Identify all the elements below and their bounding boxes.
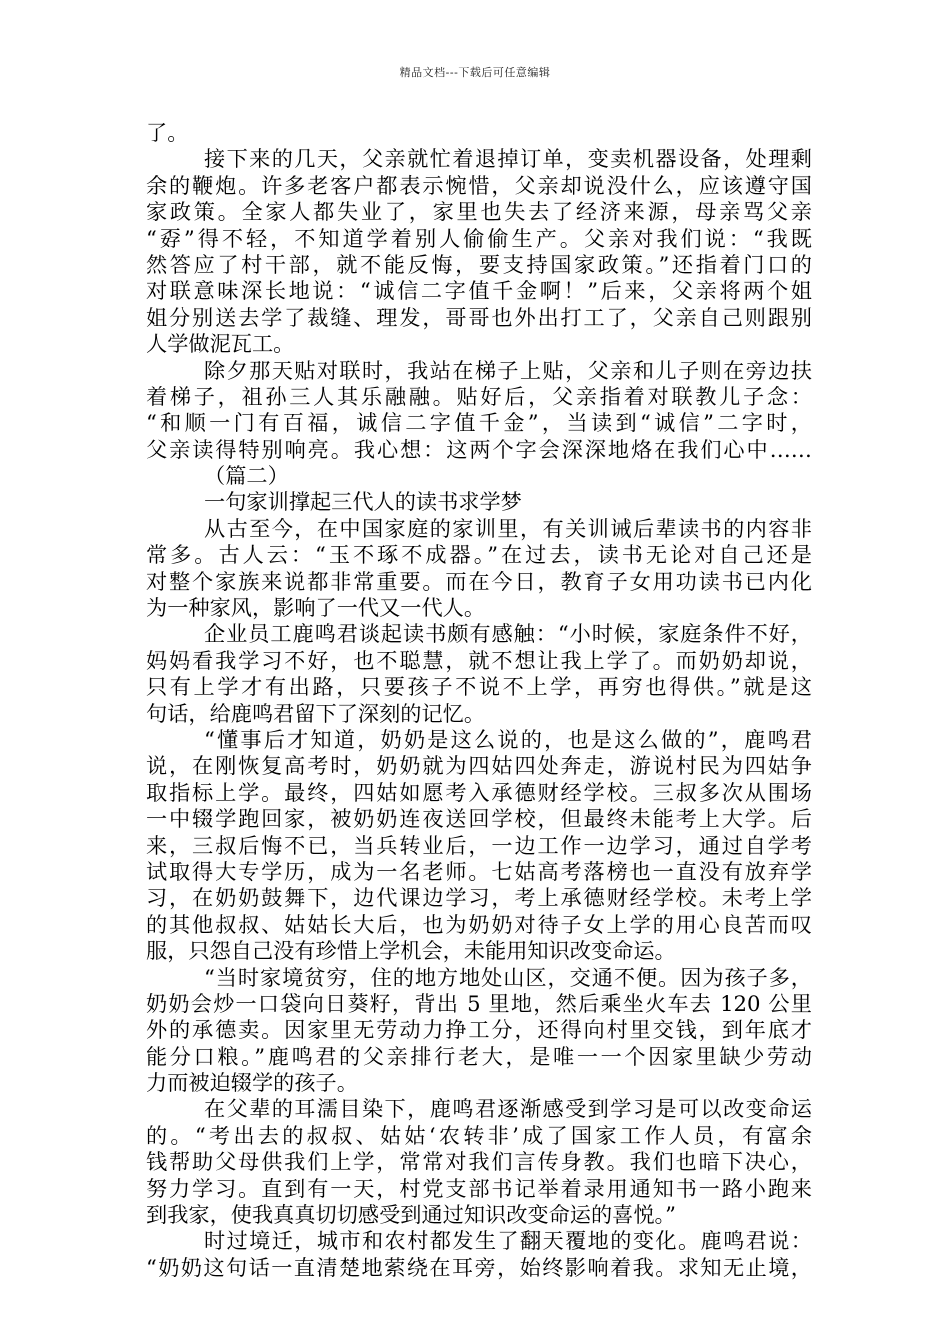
text-line: 一句家训撑起三代人的读书求学梦 <box>204 489 522 515</box>
text-line: 为一种家风，影响了一代又一代人。 <box>146 595 486 621</box>
text-line: “和顺一门有百福，诚信二字值千金”，当读到“诚信”二字时， <box>146 410 812 436</box>
text-line: 取指标上学。最终，四姑如愿考入承德财经学校。三叔多次从围场 <box>146 779 812 805</box>
text-line: 时过境迁，城市和农村都发生了翻天覆地的变化。鹿鸣君说： <box>204 1228 812 1254</box>
page-header: 精品文档---下载后可任意编辑 <box>399 66 551 79</box>
text-line: 努力学习。直到有一天，村党支部书记举着录用通知书一路小跑来 <box>146 1175 812 1201</box>
text-line: 妈妈看我学习不好，也不聪慧，就不想让我上学了。而奶奶却说， <box>146 647 812 673</box>
text-line: 一中辍学跑回家，被奶奶连夜送回学校，但最终未能考上大学。后 <box>146 806 812 832</box>
text-line: 说，在刚恢复高考时，奶奶就为四姑四处奔走，游说村民为四姑争 <box>146 753 812 779</box>
text-line: “懂事后才知道，奶奶是这么说的，也是这么做的”，鹿鸣君 <box>204 726 812 752</box>
text-line: （篇二） <box>204 463 289 489</box>
text-line: 常多。古人云：“玉不琢不成器。”在过去，读书无论对自己还是 <box>146 542 812 568</box>
text-line: 接下来的几天，父亲就忙着退掉订单，变卖机器设备，处理剩 <box>204 146 812 172</box>
text-line: 父亲读得特别响亮。我心想：这两个字会深深地烙在我们心中…… <box>146 436 812 462</box>
text-line: 服，只怨自己没有珍惜上学机会，未能用知识改变命运。 <box>146 938 676 964</box>
text-line: 从古至今，在中国家庭的家训里，有关训诫后辈读书的内容非 <box>204 515 812 541</box>
text-line: 人学做泥瓦工。 <box>146 331 295 357</box>
text-line: 家政策。全家人都失业了，家里也失去了经济来源，母亲骂父亲 <box>146 199 812 225</box>
text-line: 句话，给鹿鸣君留下了深刻的记忆。 <box>146 700 486 726</box>
text-line: 的其他叔叔、姑姑长大后，也为奶奶对待子女上学的用心良苦而叹 <box>146 911 812 937</box>
text-line: 力而被迫辍学的孩子。 <box>146 1070 358 1096</box>
text-line: 只有上学才有出路，只要孩子不说不上学，再穷也得供。”就是这 <box>146 674 812 700</box>
text-line: 企业员工鹿鸣君谈起读书颇有感触：“小时候，家庭条件不好， <box>204 621 812 647</box>
text-line: 到我家，使我真真切切感受到通过知识改变命运的喜悦。” <box>146 1202 676 1228</box>
text-line: 对联意味深长地说：“诚信二字值千金啊！”后来，父亲将两个姐 <box>146 278 812 304</box>
text-line: 了。 <box>146 120 189 145</box>
text-line: 然答应了村干部，就不能反悔，要支持国家政策。”还指着门口的 <box>146 251 812 277</box>
text-line: 来，三叔后悔不已，当兵转业后，一边工作一边学习，通过自学考 <box>146 832 812 858</box>
text-line: 外的承德卖。因家里无劳动力挣工分，还得向村里交钱，到年底才 <box>146 1017 812 1043</box>
text-line: 姐分别送去学了裁缝、理发，哥哥也外出打工了，父亲自己则跟别 <box>146 304 812 330</box>
text-line: 对整个家族来说都非常重要。而在今日，教育子女用功读书已内化 <box>146 568 812 594</box>
text-line: “奶奶这句话一直清楚地萦绕在耳旁，始终影响着我。求知无止境， <box>146 1254 812 1280</box>
text-line: 在父辈的耳濡目染下，鹿鸣君逐渐感受到学习是可以改变命运 <box>204 1096 812 1122</box>
text-line: 余的鞭炮。许多老客户都表示惋惜，父亲却说没什么，应该遵守国 <box>146 172 812 198</box>
text-line: 着梯子，祖孙三人其乐融融。贴好后，父亲指着对联教儿子念： <box>146 383 812 409</box>
text-line: 除夕那天贴对联时，我站在梯子上贴，父亲和儿子则在旁边扶 <box>204 357 812 383</box>
text-line: 钱帮助父母供我们上学，常常对我们言传身教。我们也暗下决心， <box>146 1149 812 1175</box>
text-line: “孬”得不轻，不知道学着别人偷偷生产。父亲对我们说：“我既 <box>146 225 812 251</box>
text-line: “当时家境贫穷，住的地方地处山区，交通不便。因为孩子多， <box>204 964 812 990</box>
text-line: 的。“考出去的叔叔、姑姑‘农转非’成了国家工作人员，有富余 <box>146 1122 812 1148</box>
text-line: 试取得大专学历，成为一名老师。七姑高考落榜也一直没有放弃学 <box>146 858 812 884</box>
text-line: 能分口粮。”鹿鸣君的父亲排行老大，是唯一一个因家里缺少劳动 <box>146 1043 812 1069</box>
document-body <box>146 120 812 1281</box>
text-line: 奶奶会炒一口袋向日葵籽，背出 5 里地，然后乘坐火车去 120 公里 <box>146 990 812 1016</box>
text-line: 习，在奶奶鼓舞下，边代课边学习，考上承德财经学校。未考上学 <box>146 885 812 911</box>
